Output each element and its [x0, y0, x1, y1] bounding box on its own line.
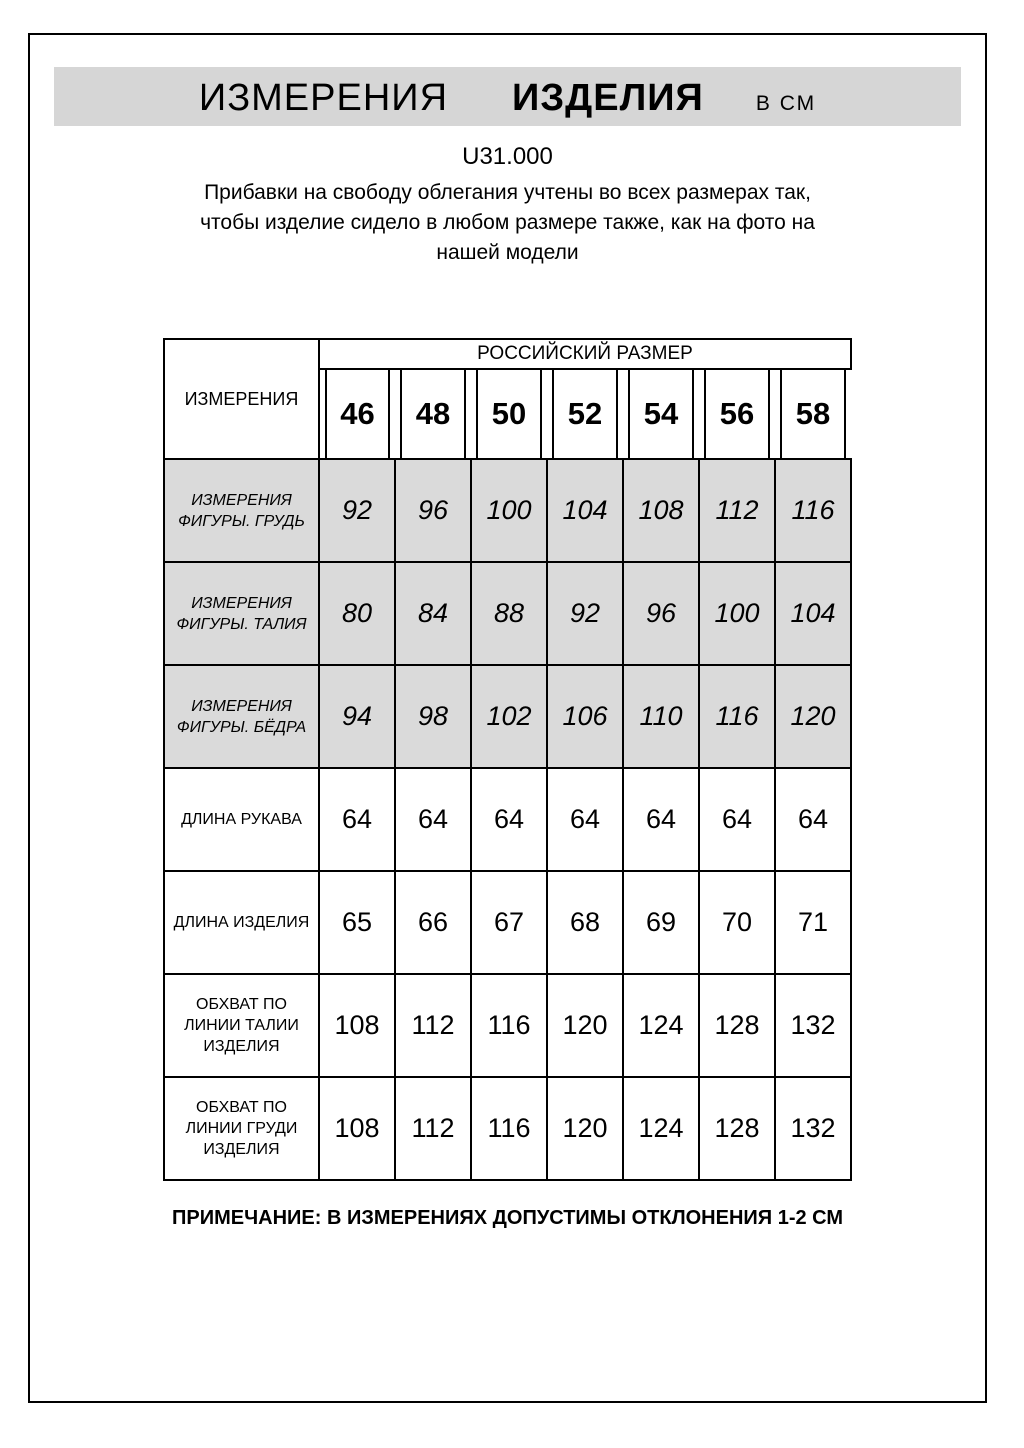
row-label-cell	[164, 871, 319, 974]
value-cell: 65	[319, 871, 395, 974]
row-label-line: ИЗМЕРЕНИЯ	[191, 697, 292, 715]
row-label-line: ФИГУРЫ. ТАЛИЯ	[176, 615, 307, 633]
value-cell: 84	[395, 562, 471, 665]
description-line: нашей модели	[436, 241, 579, 264]
value-cell: 64	[623, 768, 699, 871]
row-label-line: ИЗДЕЛИЯ	[203, 1141, 280, 1158]
size-group-row	[164, 339, 851, 369]
value-cell: 112	[395, 974, 471, 1077]
row-label-cell	[164, 768, 319, 871]
table-row	[164, 768, 851, 871]
value-cell: 112	[699, 459, 775, 562]
value-cell: 120	[547, 1077, 623, 1180]
description-line: чтобы изделие сидело в любом размере также, как на фото на	[200, 211, 815, 234]
page-frame	[28, 33, 987, 1403]
value-cell: 98	[395, 665, 471, 768]
value-cell: 116	[775, 459, 851, 562]
value-cell: 100	[471, 459, 547, 562]
size-box	[704, 370, 770, 458]
size-table-body	[164, 459, 851, 1180]
article-code: U31.000	[462, 143, 553, 170]
value-cell: 96	[623, 562, 699, 665]
value-cell: 116	[471, 974, 547, 1077]
size-label: 52	[567, 396, 603, 431]
description-line: Прибавки на свободу облегания учтены во всех размерах так,	[204, 181, 811, 204]
description	[30, 178, 985, 268]
title-product: ИЗДЕЛИЯ	[512, 77, 704, 119]
value-cell: 104	[775, 562, 851, 665]
row-label-cell	[164, 665, 319, 768]
value-cell: 66	[395, 871, 471, 974]
row-label-line: ДЛИНА ИЗДЕЛИЯ	[173, 914, 310, 931]
value-cell: 116	[699, 665, 775, 768]
row-label-line: ИЗМЕРЕНИЯ	[191, 594, 292, 612]
value-cell: 128	[699, 1077, 775, 1180]
value-cell: 71	[775, 871, 851, 974]
value-cell: 106	[547, 665, 623, 768]
value-cell: 112	[395, 1077, 471, 1180]
value-cell: 92	[319, 459, 395, 562]
table-row	[164, 974, 851, 1077]
table-row	[164, 871, 851, 974]
row-label-line: ЛИНИИ ГРУДИ	[185, 1120, 298, 1137]
row-label-line: ИЗМЕРЕНИЯ	[191, 491, 292, 509]
value-cell: 108	[623, 459, 699, 562]
value-cell: 100	[699, 562, 775, 665]
size-label: 50	[491, 396, 527, 431]
row-label-line: ФИГУРЫ. ГРУДЬ	[178, 512, 305, 530]
size-box	[325, 370, 390, 458]
size-box	[400, 370, 466, 458]
value-cell: 64	[471, 768, 547, 871]
size-header-cell	[471, 369, 547, 459]
value-cell: 64	[699, 768, 775, 871]
value-cell: 124	[623, 974, 699, 1077]
value-cell: 108	[319, 974, 395, 1077]
row-label-line: ДЛИНА РУКАВА	[181, 811, 302, 828]
size-box	[476, 370, 542, 458]
size-group-header: РОССИЙСКИЙ РАЗМЕР	[319, 339, 851, 369]
size-header-cell	[775, 369, 851, 459]
value-cell: 69	[623, 871, 699, 974]
value-cell: 88	[471, 562, 547, 665]
row-label-line: ФИГУРЫ. БЁДРА	[176, 718, 307, 736]
row-label-cell	[164, 459, 319, 562]
value-cell: 64	[547, 768, 623, 871]
value-cell: 128	[699, 974, 775, 1077]
title-band	[54, 67, 961, 126]
size-header-cell	[547, 369, 623, 459]
value-cell: 132	[775, 974, 851, 1077]
value-cell: 124	[623, 1077, 699, 1180]
table-row	[164, 1077, 851, 1180]
table-row	[164, 459, 851, 562]
size-box	[780, 370, 846, 458]
value-cell: 104	[547, 459, 623, 562]
row-label-cell	[164, 562, 319, 665]
value-cell: 120	[775, 665, 851, 768]
value-cell: 110	[623, 665, 699, 768]
value-cell: 102	[471, 665, 547, 768]
size-header-cell	[623, 369, 699, 459]
size-header-cell	[699, 369, 775, 459]
size-box	[552, 370, 618, 458]
size-label: 54	[643, 396, 679, 431]
size-header-cell	[395, 369, 471, 459]
table-row	[164, 665, 851, 768]
value-cell: 80	[319, 562, 395, 665]
row-label-line: ОБХВАТ ПО	[196, 996, 287, 1013]
row-label-cell	[164, 974, 319, 1077]
table-row	[164, 562, 851, 665]
row-label-line: ЛИНИИ ТАЛИИ	[184, 1017, 299, 1034]
value-cell: 132	[775, 1077, 851, 1180]
value-cell: 116	[471, 1077, 547, 1180]
value-cell: 94	[319, 665, 395, 768]
value-cell: 64	[395, 768, 471, 871]
size-label: 46	[340, 396, 375, 431]
size-header-cell	[319, 369, 395, 459]
value-cell: 96	[395, 459, 471, 562]
row-label-line: ИЗДЕЛИЯ	[203, 1038, 280, 1055]
size-box	[628, 370, 694, 458]
value-cell: 120	[547, 974, 623, 1077]
corner-header-cell: ИЗМЕРЕНИЯ	[164, 339, 319, 459]
value-cell: 68	[547, 871, 623, 974]
size-label: 58	[795, 396, 831, 431]
value-cell: 70	[699, 871, 775, 974]
size-table	[163, 338, 852, 1181]
tolerance-note: ПРИМЕЧАНИЕ: В ИЗМЕРЕНИЯХ ДОПУСТИМЫ ОТКЛОНЕНИЯ 1-2 СМ	[172, 1207, 843, 1229]
size-label: 56	[719, 396, 755, 431]
title-measurements: ИЗМЕРЕНИЯ	[198, 77, 449, 119]
title-unit: В СМ	[755, 92, 817, 115]
value-cell: 64	[775, 768, 851, 871]
value-cell: 92	[547, 562, 623, 665]
value-cell: 67	[471, 871, 547, 974]
row-label-cell	[164, 1077, 319, 1180]
size-label: 48	[415, 396, 451, 431]
row-label-line: ОБХВАТ ПО	[196, 1099, 287, 1116]
value-cell: 108	[319, 1077, 395, 1180]
value-cell: 64	[319, 768, 395, 871]
